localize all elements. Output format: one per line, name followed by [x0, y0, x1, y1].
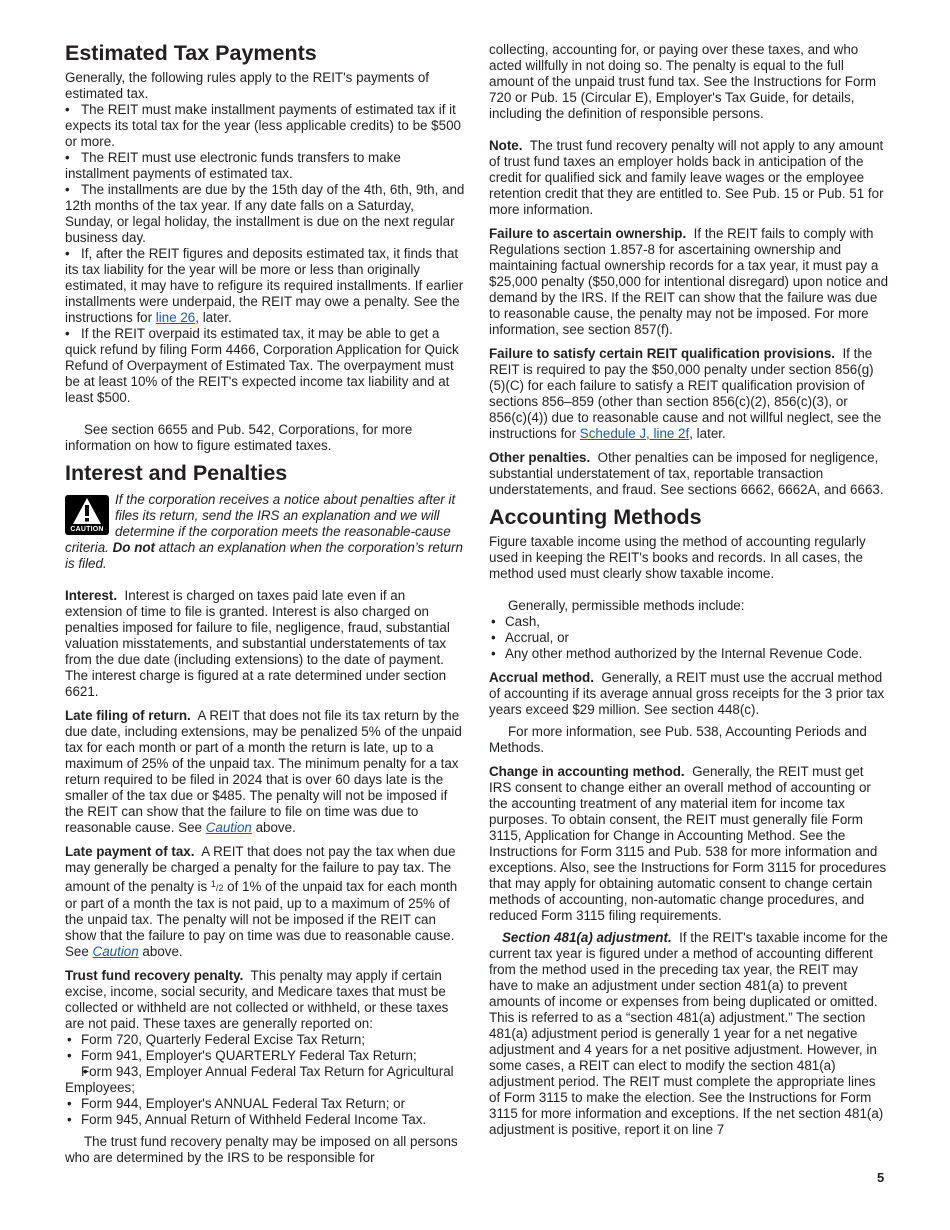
estimated-bullet-3: • The installments are due by the 15th day of the 4th, 6th, 9th, and 12th months of the tax year. If any date falls on a Saturday, Sunday, or legal holiday, the installment is due on the next regular business day.	[65, 182, 465, 245]
note-label: Note.	[489, 138, 523, 153]
estimated-bullet-2: • The REIT must use electronic funds transfers to make installment payments of estimated tax.	[65, 150, 401, 181]
estimated-see-also: See section 6655 and Pub. 542, Corporations, for more information on how to figure estimated taxes.	[65, 422, 413, 453]
do-not-emphasis: Do not	[112, 540, 156, 555]
estimated-bullet-4: • If, after the REIT figures and deposits estimated tax, it finds that its tax liability for the year will be more or less than originally estimated, it may have to refigure its required installments. If earlier installments were underpaid, the REIT may owe a penalty. See the instructions for line 26, later.	[65, 246, 464, 325]
methods-list	[489, 614, 889, 662]
permissible-intro: Generally, permissible methods include:	[508, 598, 745, 613]
bullet-icon: •	[65, 182, 70, 197]
trust-fund-forms-list	[65, 1032, 465, 1128]
qualification-paragraph: Failure to satisfy certain REIT qualification provisions. If the REIT is required to pay the $50,000 penalty under section 856(g)(5)(C) for each failure to satisfy a REIT qualification provision of sections 856–859 (other than section 856(c)(2), 856(c)(3), or 856(c)(4)) due to reasonable cause and not willful neglect, see the instructions for Schedule J, line 2f, later.	[489, 346, 882, 441]
interest-paragraph: Interest. Interest is charged on taxes paid late even if an extension of time to file is granted. Interest is also charged on penalties imposed for failure to file, negligence, fraud, substantial valuation misstatements, and substantial understatements of tax from the due date (including extensions) to the date of payment. The interest charge is figured at a rate determined under section 6621.	[65, 588, 450, 699]
late-payment-label: Late payment of tax.	[65, 844, 195, 859]
heading-accounting-methods: Accounting Methods	[489, 505, 702, 529]
left-column	[65, 40, 465, 1166]
list-item: • Cash,	[489, 614, 889, 630]
bullet-icon: •	[65, 326, 70, 341]
accrual-label: Accrual method.	[489, 670, 594, 685]
caution-link[interactable]: Caution	[92, 944, 139, 959]
bullet-icon: •	[65, 246, 70, 261]
right-column	[489, 42, 889, 1138]
bullet-icon: •	[65, 150, 70, 165]
change-method-label: Change in accounting method.	[489, 764, 685, 779]
caution-label: CAUTION	[70, 526, 104, 533]
list-item: • Form 943, Employer Annual Federal Tax Return for Agricultural Employees;	[65, 1064, 465, 1096]
list-item: • Any other method authorized by the Internal Revenue Code.	[489, 646, 889, 662]
line-26-link[interactable]: line 26	[155, 310, 196, 325]
qualification-label: Failure to satisfy certain REIT qualification provisions.	[489, 346, 835, 361]
note-paragraph: Note. The trust fund recovery penalty will not apply to any amount of trust fund taxes an employer holds back in anticipation of the credit for qualified sick and family leave wages or the employee retention credit that they are entitled to. See Pub. 15 or Pub. 51 for more information.	[489, 138, 884, 217]
trust-fund-continued: The trust fund recovery penalty may be imposed on all persons who are determined by the IRS to be responsible for	[65, 1134, 458, 1165]
estimated-bullet-5: • If the REIT overpaid its estimated tax, it may be able to get a quick refund by filing Form 4466, Corporation Application for Quick Refund of Overpayment of Estimated Tax. The overpayment must be at least 10% of the REIT's expected income tax liability and at least $500.	[65, 326, 459, 405]
trust-fund-continuation: collecting, accounting for, or paying over these taxes, and who acted willfully in not doing so. The penalty is equal to the full amount of the unpaid trust fund tax. See the Instructions for Form 720 or Pub. 15 (Circular E), Employer's Tax Guide, for details, including the definition of responsible persons.	[489, 42, 877, 121]
ownership-label: Failure to ascertain ownership.	[489, 226, 687, 241]
interest-label: Interest.	[65, 588, 118, 603]
list-item: • Accrual, or	[489, 630, 889, 646]
list-item: • Form 944, Employer's ANNUAL Federal Tax Return; or	[65, 1096, 465, 1112]
caution-note: CAUTION If the corporation receives a notice about penalties after it files its return, send the IRS an explanation and we will determine if the corporation meets the reasonable-cause criteria. Do not attach an explanation when the corporation’s return is filed.	[65, 492, 463, 571]
schedule-j-line-2f-link[interactable]: Schedule J, line 2f	[579, 426, 690, 441]
bullet-icon: •	[65, 102, 70, 117]
ownership-paragraph: Failure to ascertain ownership. If the REIT fails to comply with Regulations section 1.857-8 for ascertaining ownership and maintaining factual ownership records for a tax year, it must pay a $25,000 penalty ($50,000 for intentional disregard) upon notice and demand by the IRS. If the REIT can show that the failure was due to reasonable cause, the penalty may not be imposed. For more information, see section 857(f).	[489, 226, 889, 337]
trust-fund-paragraph: Trust fund recovery penalty. This penalty may apply if certain excise, income, social security, and Medicare taxes that must be collected or withheld are not collected or withheld, or these taxes are not paid. These taxes are generally reported on:	[65, 968, 449, 1031]
late-filing-label: Late filing of return.	[65, 708, 191, 723]
estimated-intro: Generally, the following rules apply to the REIT's payments of estimated tax.	[65, 70, 430, 101]
accrual-paragraph: Accrual method. Generally, a REIT must use the accrual method of accounting if its average annual gross receipts for the 3 prior tax years exceed $29 million. See section 448(c).	[489, 670, 885, 717]
caution-link[interactable]: Caution	[205, 820, 252, 835]
late-filing-paragraph: Late filing of return. A REIT that does not file its tax return by the due date, including extensions, may be penalized 5% of the unpaid tax for each month or part of a month the return is late, up to a maximum of 25% of the unpaid tax. The minimum penalty for a tax return required to be filed in 2024 that is over 60 days late is the smaller of the tax due or $485. The penalty will not be imposed if the REIT can show that the failure to file on time was due to reasonable cause. See Caution above.	[65, 708, 462, 835]
warning-triangle-icon	[72, 497, 102, 525]
fraction-numerator: 1	[210, 879, 216, 889]
heading-interest-and-penalties: Interest and Penalties	[65, 461, 288, 485]
section-481a-paragraph: Section 481(a) adjustment. If the REIT's taxable income for the current tax year is figured under a method of accounting different from the method used in the preceding tax year, the REIT may have to make an adjustment under section 481(a) to prevent amounts of income or expenses from being duplicated or omitted. This is referred to as a “section 481(a) adjustment.” The section 481(a) adjustment period is generally 1 year for a net negative adjustment and 4 years for a net positive adjustment. However, in some cases, a REIT can elect to modify the section 481(a) adjustment period. The REIT must complete the appropriate lines of Form 3115 to make the election. See the Instructions for Form 3115 for more information and exceptions. If the net section 481(a) adjustment is positive, report it on line 7	[489, 930, 888, 1137]
trust-fund-label: Trust fund recovery penalty.	[65, 968, 244, 983]
page-number: 5	[877, 1170, 885, 1185]
other-penalties-label: Other penalties.	[489, 450, 591, 465]
change-method-paragraph: Change in accounting method. Generally, the REIT must get IRS consent to change either an overall method of accounting or the accounting treatment of any material item for income tax purposes. To obtain consent, the REIT must generally file Form 3115, Application for Change in Accounting Method. See the Instructions for Form 3115 and Pub. 538 for more information and exceptions. Also, see the Instructions for Form 3115 for procedures that may apply for obtaining automatic consent to change certain methods of accounting, non-automatic change procedures, and reduced Form 3115 filing requirements.	[489, 764, 887, 923]
fraction-denominator: 2	[218, 883, 224, 893]
heading-estimated-tax-payments: Estimated Tax Payments	[65, 41, 317, 65]
estimated-bullet-1: • The REIT must make installment payments of estimated tax if it expects its total tax for the year (less applicable credits) to be $500 or more.	[65, 102, 461, 149]
list-item: • Form 720, Quarterly Federal Excise Tax Return;	[65, 1032, 465, 1048]
caution-icon	[65, 495, 109, 535]
list-item: • Form 941, Employer's QUARTERLY Federal Tax Return;	[65, 1048, 465, 1064]
more-info-paragraph: For more information, see Pub. 538, Accounting Periods and Methods.	[489, 724, 867, 755]
late-payment-paragraph: Late payment of tax. A REIT that does not pay the tax when due may generally be charged a penalty for the failure to pay tax. The amount of the penalty is $^1$/2 of 1% of the unpaid tax for each month or part of a month the tax is not paid, up to a maximum of 25% of the unpaid tax. The penalty will not be imposed if the REIT can show that the failure to pay on time was due to reasonable cause. See Caution above.	[65, 844, 458, 959]
section-481a-label: Section 481(a) adjustment.	[502, 930, 672, 945]
accounting-intro: Figure taxable income using the method of accounting regularly used in keeping the REIT's books and records. In all cases, the method used must clearly show taxable income.	[489, 534, 866, 581]
list-item: • Form 945, Annual Return of Withheld Federal Income Tax.	[65, 1112, 465, 1128]
other-penalties-paragraph: Other penalties. Other penalties can be imposed for negligence, substantial understatement of tax, reportable transaction understatements, and fraud. See sections 6662, 6662A, and 6663.	[489, 450, 884, 497]
